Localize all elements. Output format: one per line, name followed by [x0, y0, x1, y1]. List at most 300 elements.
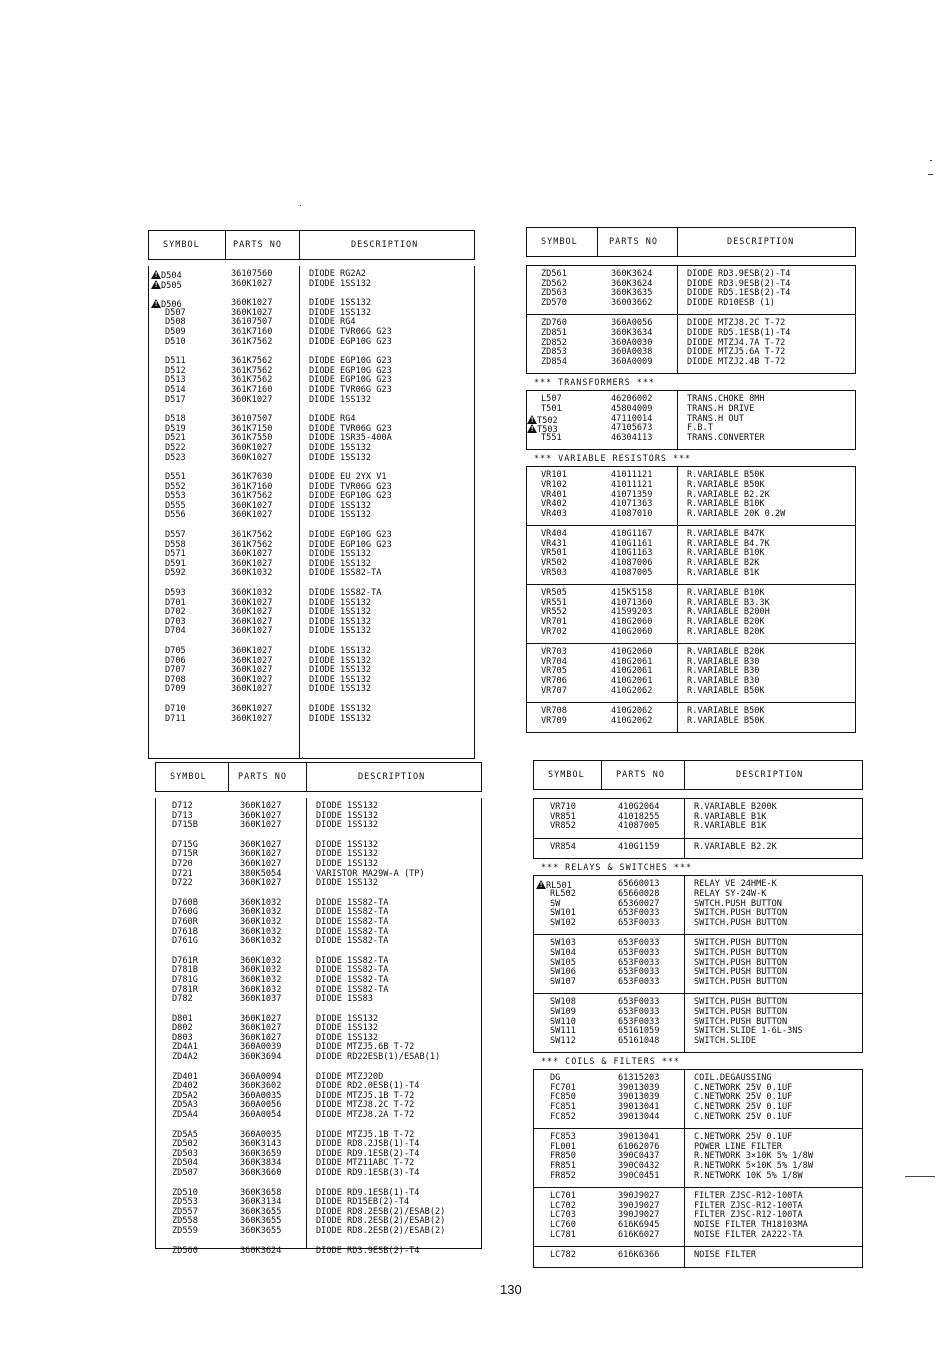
table-row — [527, 628, 855, 638]
description-cell: DIODE 1SS132 — [309, 307, 372, 318]
symbol-cell — [541, 569, 567, 579]
description-header: DESCRIPTION — [727, 237, 795, 247]
description-cell: DIODE 1SS82-TA — [309, 568, 382, 579]
description-cell: DIODE RD2.0ESB(1)-T4 — [316, 1081, 420, 1092]
parts-no-cell: 361K7630 — [231, 472, 273, 483]
parts-no-cell: 410G2061 — [611, 676, 653, 686]
description-cell: DIODE 1SS82-TA — [316, 916, 389, 927]
symbol-text: SW111 — [550, 1026, 576, 1037]
description-cell: R.VARIABLE B50K — [687, 470, 765, 481]
table-row — [149, 396, 474, 406]
parts-no-cell: 45804009 — [611, 403, 653, 414]
section-heading: *** COILS & FILTERS *** — [541, 1056, 680, 1067]
parts-no-cell: 39013039 — [618, 1082, 660, 1093]
description-cell: SWITCH.PUSH BUTTON — [694, 908, 788, 919]
parts-no-cell: 360A0030 — [611, 337, 653, 348]
symbol-text: D781B — [172, 965, 198, 976]
row-group — [156, 953, 481, 1011]
description-cell: R.VARIABLE B10K — [687, 499, 765, 510]
row-group — [156, 798, 481, 837]
description-cell: C.NETWORK 25V 0.1UF — [694, 1111, 793, 1122]
symbol-text: D708 — [165, 674, 186, 685]
parts-no-cell: 360K1027 — [240, 810, 282, 821]
symbol-text: ZD401 — [172, 1071, 198, 1082]
description-cell: RELAY SY-24W-K — [694, 888, 767, 899]
table-row — [534, 1113, 862, 1123]
description-cell: DIODE MTZJ2.4B T-72 — [687, 356, 786, 367]
symbol-text: D701 — [165, 597, 186, 608]
parts-no-cell: 390C0437 — [618, 1151, 660, 1162]
row-group — [149, 266, 474, 295]
symbol-cell — [541, 358, 567, 368]
symbol-text: D518 — [165, 414, 186, 425]
row-group — [533, 875, 863, 935]
table-row — [527, 569, 855, 579]
description-cell: TRANS.H OUT — [687, 413, 744, 424]
parts-no-cell: 360K1027 — [231, 597, 273, 608]
parts-table-bottom-right — [533, 760, 863, 1268]
row-group — [149, 643, 474, 701]
table-row — [156, 1247, 481, 1257]
symbol-text: ZD563 — [541, 288, 567, 299]
description-cell: DIODE 1SS132 — [309, 278, 372, 289]
row-group — [156, 1011, 481, 1069]
parts-no-cell: 61315203 — [618, 1073, 660, 1084]
parts-no-cell: 360K1032 — [240, 955, 282, 966]
parts-no-header: PARTS NO — [238, 772, 287, 782]
description-cell: DIODE EGP10G G23 — [309, 375, 392, 386]
parts-no-cell: 360K3655 — [240, 1206, 282, 1217]
parts-no-cell: 361K7562 — [231, 356, 273, 367]
symbol-cell — [172, 1053, 198, 1063]
parts-no-cell: 360K3834 — [240, 1158, 282, 1169]
description-cell: DIODE 1SS132 — [316, 839, 379, 850]
description-cell: RELAY VE 24HME-K — [694, 879, 777, 890]
symbol-text: D508 — [165, 317, 186, 328]
parts-no-header: PARTS NO — [609, 237, 658, 247]
parts-no-cell: 360K3659 — [240, 1148, 282, 1159]
description-cell: TRANS.CHOKE 8MH — [687, 394, 765, 405]
description-cell: DIODE RD8.2ESB(2)/ESAB(2) — [316, 1216, 446, 1227]
description-cell: R.VARIABLE 20K 0.2W — [687, 508, 786, 519]
symbol-text: VR706 — [541, 676, 567, 686]
symbol-text: SW108 — [550, 997, 576, 1008]
table-row — [534, 1172, 862, 1182]
symbol-cell — [172, 1111, 198, 1121]
description-cell: R.VARIABLE B50K — [687, 706, 765, 717]
parts-no-cell: 360A0038 — [611, 347, 653, 358]
description-cell: DIODE MTZJ8.2A T-72 — [316, 1110, 415, 1121]
table-row — [156, 1053, 481, 1063]
parts-no-cell: 410G1167 — [611, 529, 653, 540]
symbol-cell — [172, 821, 198, 831]
parts-no-cell: 360K1027 — [240, 801, 282, 811]
description-cell: DIODE 1SS132 — [309, 394, 372, 405]
symbol-text: SW107 — [550, 976, 576, 987]
parts-no-cell: 410G2062 — [611, 685, 653, 696]
description-cell: R.VARIABLE B4.7K — [687, 538, 770, 549]
parts-no-cell: 360K3635 — [611, 288, 653, 299]
symbol-text: VR551 — [541, 597, 567, 608]
parts-no-cell: 653F0033 — [618, 1016, 660, 1027]
row-group — [526, 526, 856, 585]
description-cell: COIL.DEGAUSSING — [694, 1073, 772, 1084]
symbol-cell — [165, 715, 186, 725]
parts-no-cell: 360K1032 — [240, 926, 282, 937]
description-cell: POWER LINE FILTER — [694, 1141, 782, 1152]
description-cell: DIODE 1SS82-TA — [316, 965, 389, 976]
symbol-text: SW104 — [550, 947, 576, 958]
parts-no-cell: 360K1037 — [240, 994, 282, 1005]
parts-no-cell: 41087010 — [611, 508, 653, 519]
row-group — [526, 703, 856, 733]
parts-no-cell: 415K5158 — [611, 588, 653, 599]
symbol-header: SYMBOL — [170, 772, 207, 782]
symbol-text: ZD4A2 — [172, 1052, 198, 1063]
symbol-text: VR505 — [541, 588, 567, 599]
parts-no-cell: 36003662 — [611, 297, 653, 308]
symbol-text: D722 — [172, 878, 193, 889]
description-cell: DIODE RD9.1ESB(3)-T4 — [316, 1168, 420, 1178]
symbol-text: D507 — [165, 307, 186, 318]
symbol-text: D715R — [172, 849, 198, 860]
parts-no-cell: 65161059 — [618, 1026, 660, 1037]
table-row — [156, 821, 481, 831]
description-cell: DIODE 1SS82-TA — [316, 897, 389, 908]
description-cell: TRANS.CONVERTER — [687, 432, 765, 443]
parts-no-cell: 653F0033 — [618, 957, 660, 968]
description-cell: DIODE 1SS132 — [309, 626, 372, 637]
warning-triangle-icon — [527, 415, 537, 424]
warning-triangle-icon — [536, 880, 546, 889]
scan-speck — [300, 205, 301, 206]
table-row — [156, 879, 481, 889]
description-cell: R.NETWORK 5×10K 5% 1/8W — [694, 1161, 813, 1172]
parts-no-cell: 360K1027 — [231, 298, 273, 309]
symbol-text: D592 — [165, 568, 186, 579]
description-cell: DIODE 1SS132 — [309, 703, 372, 714]
parts-no-cell: 361K7562 — [231, 530, 273, 541]
row-group — [533, 798, 863, 839]
description-header: DESCRIPTION — [358, 772, 426, 782]
symbol-text: D711 — [165, 713, 186, 724]
parts-no-cell: 360K1027 — [231, 442, 273, 453]
description-cell: NOISE FILTER 2A222-TA — [694, 1229, 803, 1240]
parts-table-top-left — [148, 230, 475, 759]
symbol-text: D706 — [165, 655, 186, 666]
description-cell: DIODE 1SR35-400A — [309, 433, 392, 444]
description-cell: C.NETWORK 25V 0.1UF — [694, 1132, 793, 1143]
description-cell: C.NETWORK 25V 0.1UF — [694, 1082, 793, 1093]
description-cell: R.VARIABLE B200K — [694, 802, 777, 812]
description-cell: DIODE 1SS132 — [309, 665, 372, 676]
description-cell: DIODE 1SS83 — [316, 994, 373, 1005]
symbol-text: ZD559 — [172, 1225, 198, 1236]
row-group — [533, 839, 863, 860]
parts-no-header: PARTS NO — [233, 240, 282, 250]
symbol-text: D521 — [165, 433, 186, 444]
symbol-text: D514 — [165, 384, 186, 395]
warning-triangle-icon — [151, 299, 161, 308]
parts-no-cell: 360K1027 — [231, 278, 273, 289]
parts-no-cell: 361K7160 — [231, 384, 273, 395]
parts-no-cell: 46304113 — [611, 432, 653, 443]
description-cell: DIODE 1SS132 — [316, 810, 379, 821]
symbol-text: LC760 — [550, 1220, 576, 1230]
symbol-cell — [165, 454, 186, 464]
symbol-text: VR101 — [541, 470, 567, 481]
row-group — [149, 701, 474, 730]
scan-speck — [930, 160, 932, 161]
symbol-cell — [165, 338, 186, 348]
description-cell: R.VARIABLE B50K — [687, 715, 765, 726]
symbol-cell — [172, 937, 198, 947]
description-cell: TRANS.H DRIVE — [687, 403, 755, 414]
symbol-text: VR854 — [550, 841, 576, 852]
row-group — [526, 466, 856, 526]
symbol-cell — [541, 687, 567, 697]
parts-no-cell: 410G1161 — [611, 538, 653, 549]
description-cell: DIODE MTZJ8.2C T-72 — [316, 1100, 415, 1111]
description-cell: DIODE 1SS132 — [316, 858, 379, 869]
symbol-header: SYMBOL — [163, 240, 200, 250]
table-row — [534, 1251, 862, 1261]
parts-no-cell: 41011121 — [611, 470, 653, 481]
symbol-text: VR705 — [541, 666, 567, 677]
symbol-text: D703 — [165, 616, 186, 627]
parts-no-cell: 410G2061 — [611, 666, 653, 677]
parts-no-cell: 360K1027 — [240, 839, 282, 850]
description-cell: F.B.T — [687, 423, 713, 434]
symbol-cell — [165, 685, 186, 695]
symbol-cell — [550, 1172, 576, 1182]
parts-no-cell: 360A0035 — [240, 1129, 282, 1140]
parts-no-cell: 360A0054 — [240, 1110, 282, 1121]
parts-no-cell: 39013041 — [618, 1132, 660, 1143]
symbol-text: D512 — [165, 365, 186, 376]
row-group — [533, 935, 863, 994]
description-cell: DIODE RD3.9ESB(2)-T4 — [316, 1245, 420, 1256]
description-cell: R.NETWORK 10K 5% 1/8W — [694, 1170, 803, 1181]
symbol-cell — [165, 569, 186, 579]
symbol-text: D557 — [165, 530, 186, 541]
parts-no-cell: 360K1027 — [231, 684, 273, 695]
parts-no-cell: 410G2061 — [611, 656, 653, 667]
description-cell: SWITCH.PUSH BUTTON — [694, 938, 788, 949]
symbol-cell — [541, 628, 567, 638]
symbol-text: SW112 — [550, 1035, 576, 1046]
symbol-text: D713 — [172, 810, 193, 821]
parts-no-cell: 653F0033 — [618, 997, 660, 1008]
symbol-text: D761G — [172, 936, 198, 947]
row-group — [156, 895, 481, 953]
parts-no-cell: 360K1027 — [231, 713, 273, 724]
parts-no-cell: 360K1032 — [240, 907, 282, 918]
description-cell: R.VARIABLE B30 — [687, 666, 760, 677]
table-row — [156, 1111, 481, 1121]
symbol-text: D523 — [165, 452, 186, 463]
symbol-text: FC852 — [550, 1111, 576, 1122]
description-cell: DIODE TVR06G G23 — [309, 423, 392, 434]
symbol-text: D702 — [165, 607, 186, 618]
symbol-text: D519 — [165, 423, 186, 434]
parts-no-cell: 360K1027 — [231, 655, 273, 666]
table-header — [155, 762, 482, 792]
row-group — [533, 1069, 863, 1129]
parts-no-cell: 410G1159 — [618, 841, 660, 852]
symbol-cell — [172, 1247, 198, 1257]
symbol-text: D761R — [172, 955, 198, 966]
description-cell: DIODE RD5.1ESB(2)-T4 — [687, 288, 791, 299]
symbol-text: LC703 — [550, 1210, 576, 1221]
symbol-text: D782 — [172, 994, 193, 1005]
symbol-text: ZD5A3 — [172, 1100, 198, 1111]
symbol-text: SW101 — [550, 908, 576, 919]
description-cell: DIODE 1SS82-TA — [316, 984, 389, 995]
description-cell: R.VARIABLE B2.2K — [687, 489, 770, 500]
row-group — [156, 1243, 481, 1263]
symbol-text: LC701 — [550, 1191, 576, 1202]
parts-no-cell: 39013039 — [618, 1092, 660, 1103]
symbol-text: VR701 — [541, 617, 567, 628]
row-group — [149, 353, 474, 411]
table-row — [149, 627, 474, 637]
symbol-cell — [550, 1113, 576, 1123]
parts-no-cell: 390C0451 — [618, 1170, 660, 1181]
description-cell: C.NETWORK 25V 0.1UF — [694, 1102, 793, 1113]
description-cell: VARISTOR MA29W-A (TP) — [316, 868, 425, 879]
description-cell: DIODE 1SS82-TA — [316, 926, 389, 937]
description-cell: DIODE 1SS132 — [309, 607, 372, 618]
symbol-text: RL501 — [546, 881, 572, 892]
parts-no-cell: 360K3624 — [611, 269, 653, 279]
description-cell: DIODE 1SS132 — [309, 597, 372, 608]
row-group — [533, 994, 863, 1053]
symbol-text: ZD502 — [172, 1139, 198, 1150]
table-row — [156, 1169, 481, 1179]
symbol-header: SYMBOL — [541, 237, 578, 247]
symbol-text: VR702 — [541, 626, 567, 637]
symbol-text: VR403 — [541, 508, 567, 519]
symbol-text: D510 — [165, 336, 186, 347]
symbol-cell — [550, 1231, 576, 1241]
symbol-text: RL502 — [550, 888, 576, 899]
description-cell: DIODE 1SS82-TA — [316, 955, 389, 966]
description-cell: DIODE RD15EB(2)-T4 — [316, 1197, 410, 1208]
parts-no-cell: 616K6027 — [618, 1229, 660, 1240]
parts-no-cell: 41087005 — [611, 567, 653, 578]
table-row — [527, 510, 855, 520]
symbol-cell — [541, 717, 567, 727]
symbol-text: ZD5A4 — [172, 1110, 198, 1121]
parts-no-cell: 360K1027 — [240, 1013, 282, 1024]
table-header — [526, 227, 856, 257]
row-group — [533, 1129, 863, 1188]
symbol-text: ZD561 — [541, 269, 567, 279]
row-group — [156, 1127, 481, 1185]
description-cell: C.NETWORK 25V 0.1UF — [694, 1092, 793, 1103]
description-cell: DIODE RD8.2ESB(2)/ESAB(2) — [316, 1225, 446, 1236]
symbol-text: ZD504 — [172, 1158, 198, 1169]
parts-no-cell: 360K1032 — [240, 974, 282, 985]
description-cell: R.VARIABLE B30 — [687, 656, 760, 667]
symbol-text: D707 — [165, 665, 186, 676]
parts-no-cell: 360K3624 — [611, 278, 653, 289]
description-cell: DIODE RG4 — [309, 414, 356, 425]
symbol-text: D504 — [161, 271, 182, 281]
row-group — [149, 585, 474, 643]
symbol-text: VR709 — [541, 715, 567, 726]
description-cell: DIODE MTZJ5.1B T-72 — [316, 1129, 415, 1140]
description-cell: R.VARIABLE B2.2K — [694, 841, 777, 852]
symbol-text: D517 — [165, 394, 186, 405]
symbol-text: D781G — [172, 974, 198, 985]
description-cell: SWITCH.PUSH BUTTON — [694, 917, 788, 928]
symbol-text: ZD853 — [541, 347, 567, 358]
symbol-text: D522 — [165, 442, 186, 453]
symbol-cell — [172, 995, 193, 1005]
description-cell: DIODE 1SS132 — [316, 1023, 379, 1034]
parts-no-cell: 361K7160 — [231, 326, 273, 337]
symbol-text: D712 — [172, 801, 193, 811]
table-row — [534, 1231, 862, 1241]
symbol-text: ZD560 — [172, 1245, 198, 1256]
parts-no-cell: 390J9027 — [618, 1191, 660, 1202]
parts-no-cell: 380K5054 — [240, 868, 282, 879]
row-group — [533, 1247, 863, 1268]
description-cell: DIODE 1SS82-TA — [316, 936, 389, 947]
parts-no-cell: 410G2062 — [611, 706, 653, 717]
symbol-text: D721 — [172, 868, 193, 879]
description-cell: R.VARIABLE B1K — [687, 567, 760, 578]
symbol-text: D709 — [165, 684, 186, 695]
symbol-text: FC850 — [550, 1092, 576, 1103]
table-row — [527, 687, 855, 697]
parts-no-header: PARTS NO — [616, 770, 665, 780]
parts-no-cell: 360K1032 — [240, 936, 282, 947]
table-row — [527, 358, 855, 368]
description-cell: DIODE TVR06G G23 — [309, 326, 392, 337]
description-cell: DIODE 1SS132 — [309, 616, 372, 627]
symbol-text: ZD562 — [541, 278, 567, 289]
parts-no-cell: 361K7562 — [231, 539, 273, 550]
symbol-text: ZD553 — [172, 1197, 198, 1208]
parts-no-cell: 47105673 — [611, 423, 653, 434]
parts-table-top-right — [526, 227, 856, 733]
parts-no-cell: 41018255 — [618, 811, 660, 822]
symbol-cell — [151, 280, 182, 292]
symbol-cell — [550, 822, 576, 832]
description-cell: DIODE TVR06G G23 — [309, 384, 392, 395]
table-body — [148, 266, 475, 759]
symbol-text: D591 — [165, 558, 186, 569]
parts-no-cell: 36107560 — [231, 269, 273, 279]
description-cell: NOISE FILTER — [694, 1250, 757, 1261]
description-cell: R.VARIABLE B50K — [687, 685, 765, 696]
parts-no-cell: 390J9027 — [618, 1200, 660, 1211]
symbol-text: D505 — [161, 280, 182, 291]
symbol-cell — [550, 1251, 576, 1261]
description-cell: FILTER ZJSC-R12-100TA — [694, 1191, 803, 1202]
table-row — [149, 569, 474, 579]
row-group — [526, 265, 856, 315]
section-heading: *** TRANSFORMERS *** — [534, 377, 655, 388]
symbol-text: ZD557 — [172, 1206, 198, 1217]
description-cell: R.VARIABLE B50K — [687, 479, 765, 490]
symbol-text: VR851 — [550, 811, 576, 822]
symbol-text: D760G — [172, 907, 198, 918]
parts-no-cell: 360K3658 — [240, 1187, 282, 1198]
